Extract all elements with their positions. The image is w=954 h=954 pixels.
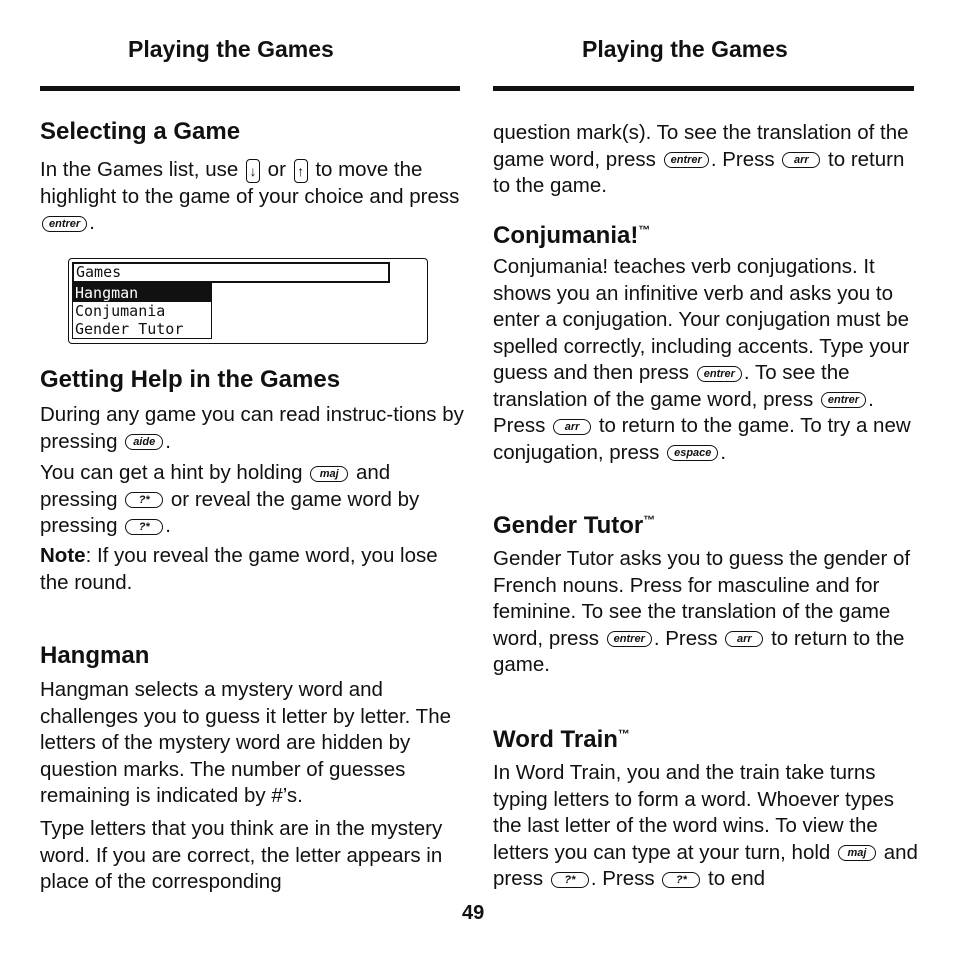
- page-number: 49: [462, 902, 485, 924]
- entrer-key-icon: entrer: [821, 392, 866, 408]
- games-list-item-hangman[interactable]: Hangman: [73, 284, 211, 302]
- help-paragraph-2: You can get a hint by holding maj and pressing ?* or reveal the game word by pressing ?* .: [40, 461, 420, 537]
- games-list-item-conjumania[interactable]: Conjumania: [75, 302, 166, 320]
- hangman-paragraph-1: Hangman selects a mystery word and challenges you to guess it letter by letter. The letters of the mystery word are hidden by question marks. The number of guesses remaining is indicated by #’s.: [40, 678, 452, 807]
- conjumania-paragraph: Conjumania! teaches verb conjugations. It shows you an infinitive verb and asks you to enter a conjugation. Your conjugation must be spelled correctly, including accents. Type your guess and then press entrer . To see the translation of the game word, press entrer . Press arr to return to the game. To try a new conjugation, press espace .: [493, 255, 911, 464]
- entrer-key-icon: entrer: [607, 631, 652, 647]
- gender-tutor-paragraph: Gender Tutor asks you to guess the gender of French nouns. Press for masculine and for feminine. To see the translation of the game word, press entrer . Press arr to return to the game.: [493, 547, 911, 676]
- arr-key-icon: arr: [553, 419, 591, 435]
- help-key-icon: ?*: [551, 872, 589, 888]
- games-screen: [68, 258, 428, 344]
- games-screen-title: Games: [72, 262, 390, 283]
- header-rule-left: [40, 86, 460, 91]
- maj-key-icon: maj: [310, 466, 348, 482]
- maj-key-icon: maj: [838, 845, 876, 861]
- hangman-paragraph-2: Type letters that you think are in the mystery word. If you are correct, the letter appears in place of the corresponding: [40, 817, 443, 893]
- games-list: [72, 283, 212, 339]
- help-key-icon: ?*: [125, 492, 163, 508]
- arr-key-icon: arr: [725, 631, 763, 647]
- heading-gender-tutor: Gender Tutor™: [493, 512, 656, 539]
- help-key-icon: ?*: [125, 519, 163, 535]
- help-paragraph-1: During any game you can read instruc-tions by pressing aide .: [40, 403, 464, 453]
- heading-conjumania: Conjumania!™: [493, 222, 651, 249]
- help-note: Note: If you reveal the game word, you lose the round.: [40, 544, 438, 594]
- arr-key-icon: arr: [782, 152, 820, 168]
- help-key-icon: ?*: [662, 872, 700, 888]
- down-arrow-key-icon: ↓: [246, 159, 260, 183]
- heading-selecting-a-game: Selecting a Game: [40, 118, 241, 145]
- espace-key-icon: espace: [667, 445, 718, 461]
- entrer-key-icon: entrer: [664, 152, 709, 168]
- continued-paragraph: question mark(s). To see the translation of the game word, press entrer . Press arr to return to the game.: [493, 121, 909, 197]
- running-head-right: Playing the Games: [582, 36, 788, 62]
- header-rule-right: [493, 86, 914, 91]
- heading-getting-help: Getting Help in the Games: [40, 366, 341, 393]
- games-list-item-gender-tutor[interactable]: Gender Tutor: [75, 320, 184, 338]
- entrer-key-icon: entrer: [42, 216, 87, 232]
- running-head-left: Playing the Games: [128, 36, 334, 62]
- entrer-key-icon: entrer: [697, 366, 742, 382]
- up-arrow-key-icon: ↑: [294, 159, 308, 183]
- word-train-paragraph: In Word Train, you and the train take turns typing letters to form a word. Whoever types the last letter of the word wins. To view the letters you can type at your turn, hold maj and press ?* . Press ?* to end: [493, 761, 918, 890]
- heading-word-train: Word Train™: [493, 726, 630, 753]
- heading-hangman: Hangman: [40, 642, 150, 669]
- aide-key-icon: aide: [125, 434, 163, 450]
- selecting-paragraph: In the Games list, use ↓ or ↑ to move the highlight to the game of your choice and press entrer .: [40, 158, 460, 234]
